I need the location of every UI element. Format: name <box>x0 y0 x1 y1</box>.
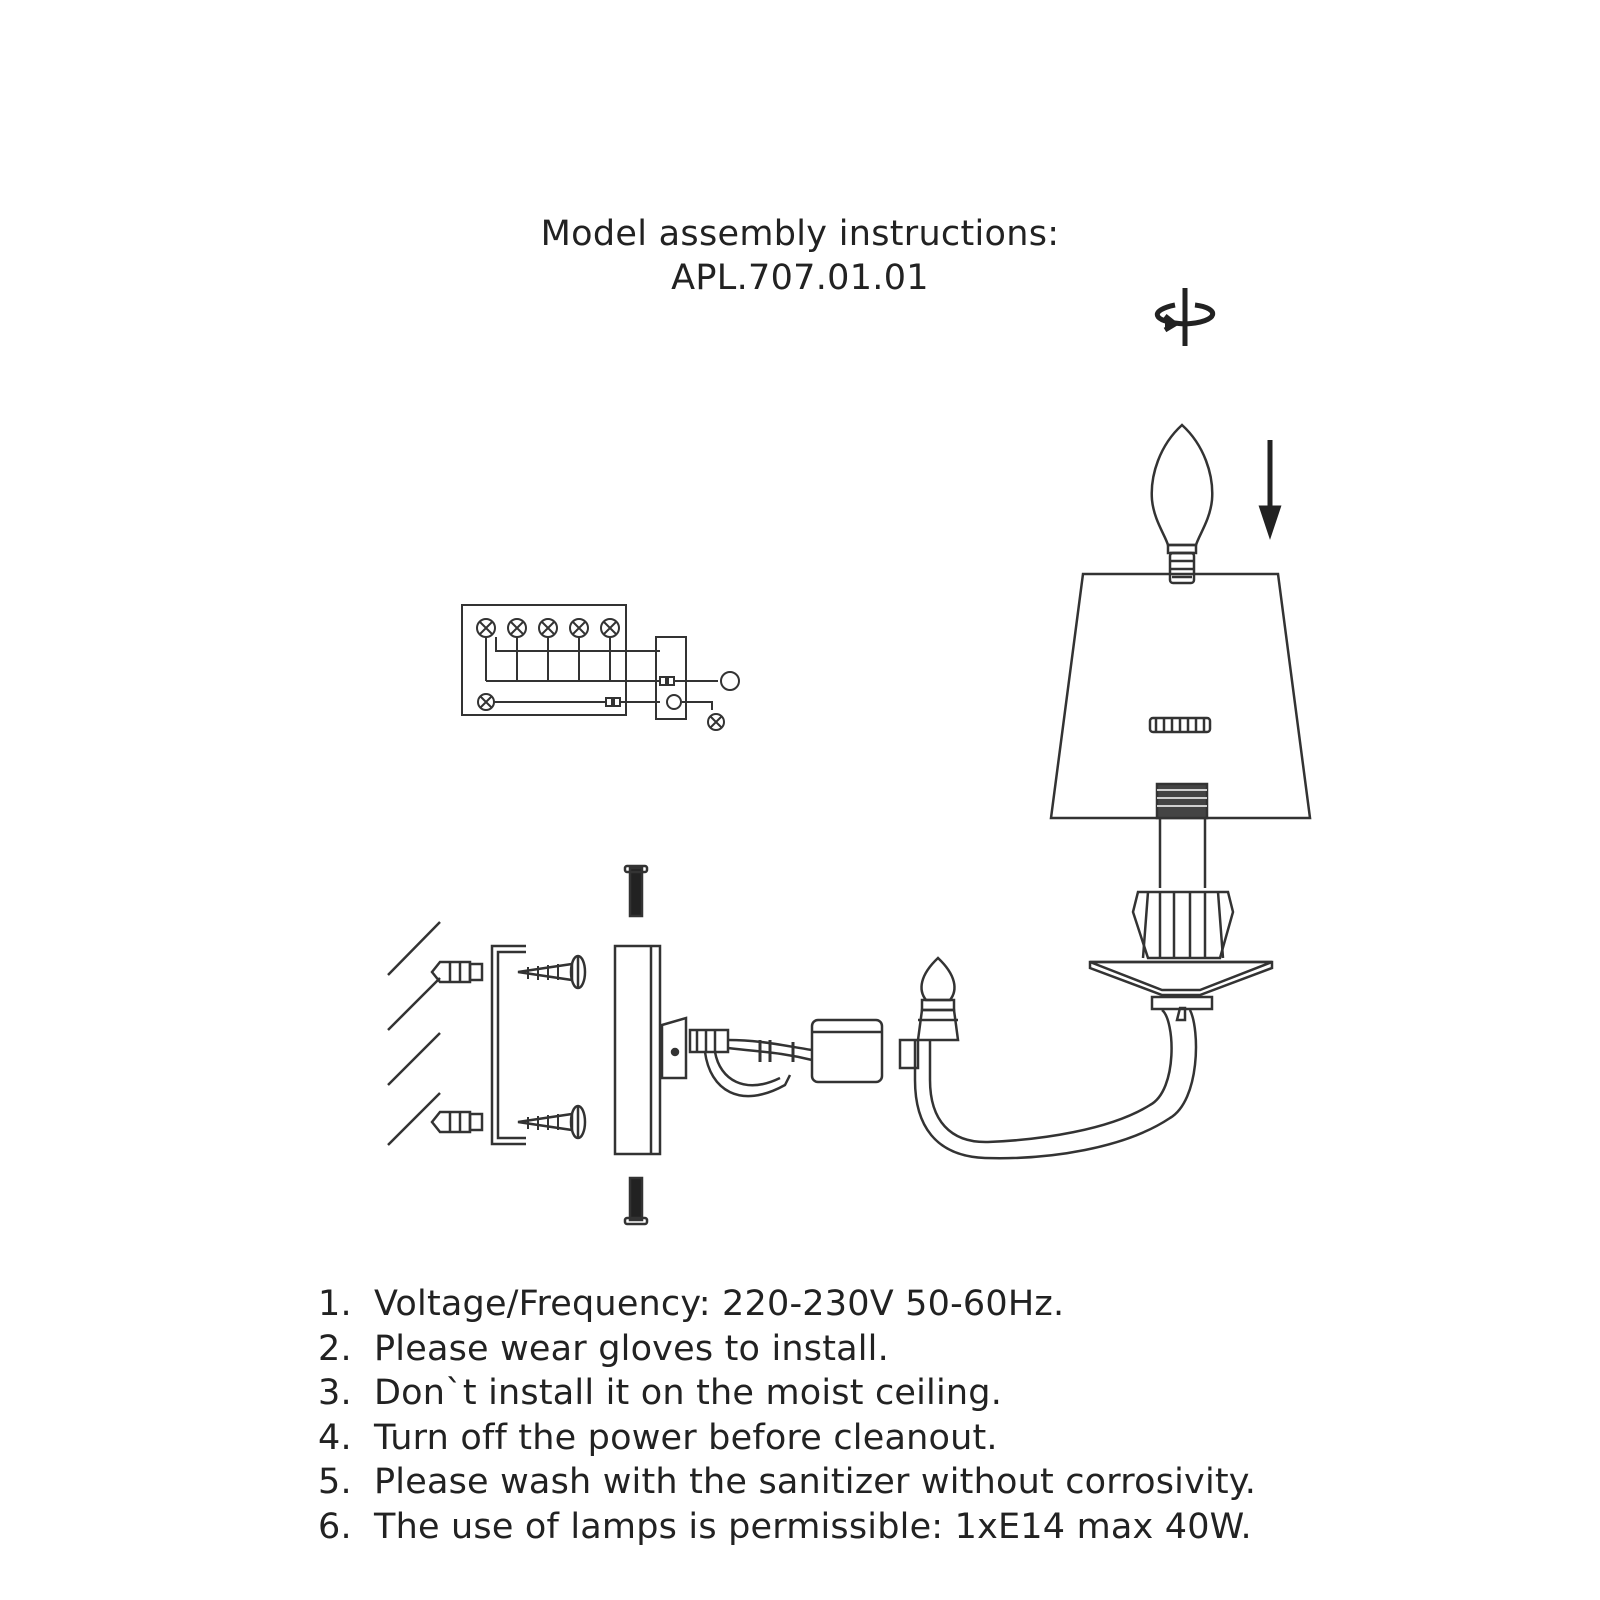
socket-cover <box>812 1020 918 1082</box>
note-text: Voltage/Frequency: 220-230V 50-60Hz. <box>374 1284 1065 1324</box>
wall-screw-bottom <box>518 1106 585 1138</box>
note-text: Turn off the power before cleanout. <box>374 1417 998 1458</box>
wall-hatching <box>388 922 440 1145</box>
terminal-block <box>477 619 660 710</box>
instructions-title: Model assembly instructions: <box>540 214 1060 254</box>
lamp-shade <box>1051 574 1310 818</box>
note-item <box>318 1505 1256 1550</box>
canopy <box>615 946 660 1154</box>
wall-screw-top <box>518 956 585 988</box>
mounting-bracket <box>492 946 526 1144</box>
fixing-screw-bottom <box>625 1178 647 1224</box>
note-item <box>318 1371 1256 1416</box>
note-number: 5. <box>318 1462 352 1502</box>
note-item <box>318 1460 1256 1505</box>
candle-finial <box>918 958 958 1040</box>
note-text: Don`t install it on the moist ceiling. <box>374 1373 1003 1413</box>
note-text: The use of lamps is permissible: 1xE14 max 40W. <box>374 1506 1252 1547</box>
lamp-stem <box>1090 818 1272 1009</box>
note-item <box>318 1282 1256 1327</box>
note-number: 6. <box>318 1506 352 1547</box>
notes-list <box>318 1282 1256 1549</box>
candle-bulb <box>1152 425 1213 583</box>
model-number: APL.707.01.01 <box>671 258 929 298</box>
wire-connector <box>662 1018 812 1096</box>
note-number: 4. <box>318 1417 352 1458</box>
rotate-icon <box>1157 288 1212 346</box>
wiring-diagram <box>462 605 739 730</box>
wall-plug-bottom <box>432 1112 482 1132</box>
down-arrow-icon <box>1262 440 1278 532</box>
note-number: 1. <box>318 1284 352 1324</box>
note-number: 3. <box>318 1373 352 1413</box>
note-item <box>318 1416 1256 1461</box>
note-number: 2. <box>318 1328 352 1369</box>
fixing-screw-top <box>625 866 647 916</box>
note-text: Please wash with the sanitizer without corrosivity. <box>374 1462 1257 1502</box>
note-item <box>318 1327 1256 1372</box>
note-text: Please wear gloves to install. <box>374 1328 889 1369</box>
